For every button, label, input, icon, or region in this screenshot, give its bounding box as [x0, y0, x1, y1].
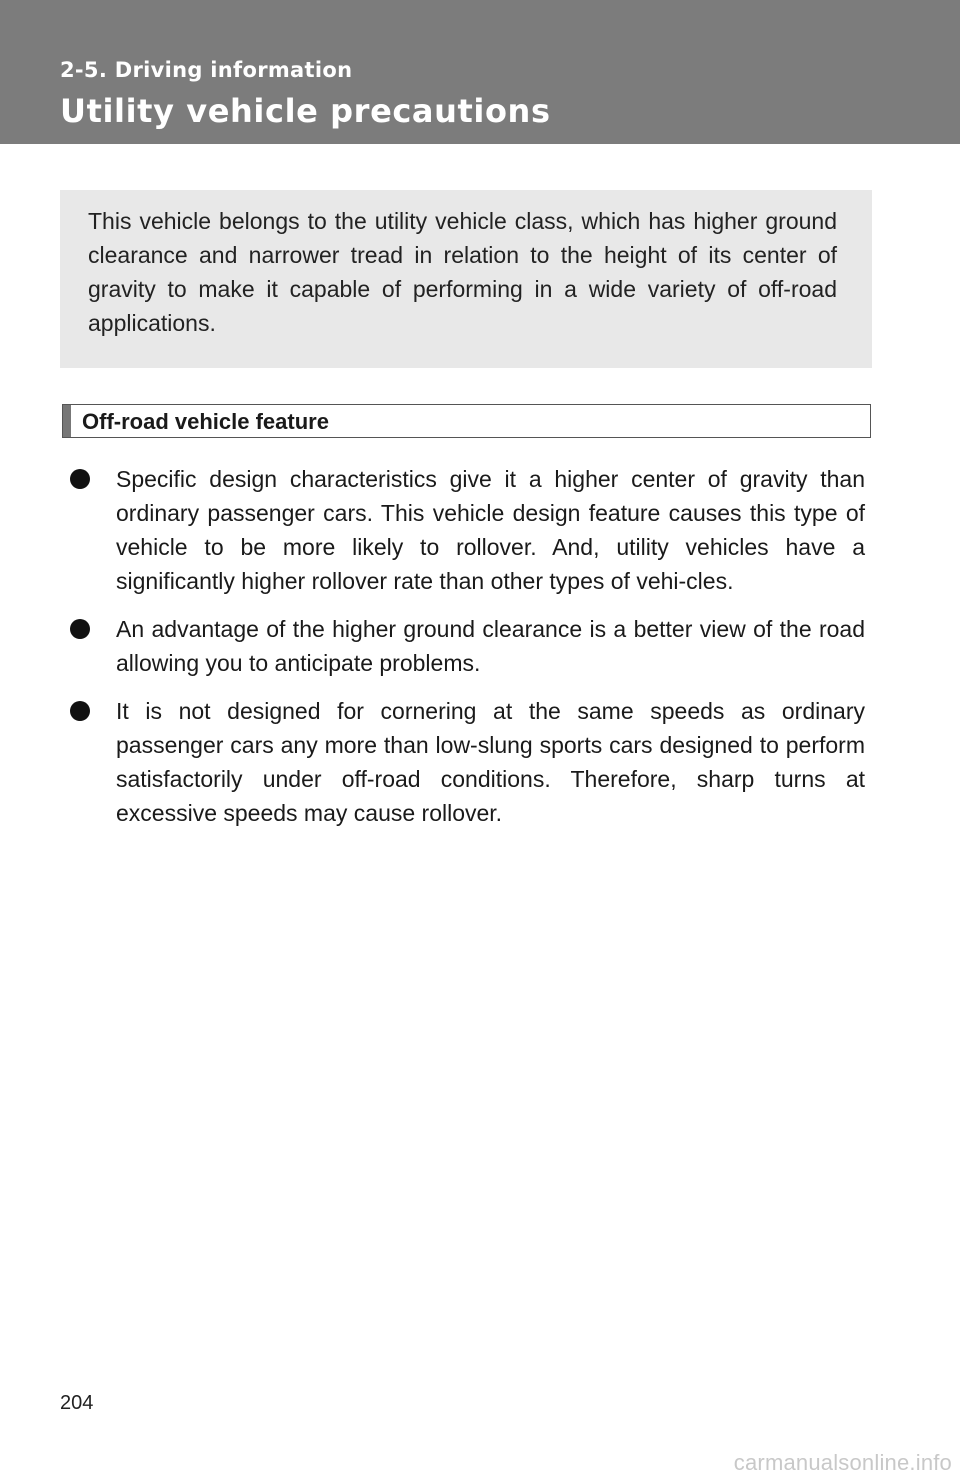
section-label: 2-5. Driving information: [60, 58, 353, 82]
bullet-text: Specific design characteristics give it a higher center of gravity than ordinary passenger cars. This vehicle design feature causes this type of vehicle to be more likely to rollover. And, utility vehicles have a significantly higher rollover rate than other types of vehi-cles.: [116, 466, 865, 594]
bullet-dot-icon: [70, 619, 90, 639]
intro-text: This vehicle belongs to the utility vehicle class, which has higher ground clearance and narrower tread in relation to the height of its center of gravity to make it capable of performing in a wide variety of off-road applications.: [88, 208, 837, 336]
bullet-text: It is not designed for cornering at the same speeds as ordinary passenger cars any more than low-slung sports cars designed to perform satisfactorily under off-road conditions. Therefore, sharp turns at excessive speeds may cause rollover.: [116, 698, 865, 826]
intro-box: [60, 190, 872, 368]
subsection-heading: [62, 404, 871, 438]
bullet-text: An advantage of the higher ground clearance is a better view of the road allowing you to anticipate problems.: [116, 616, 865, 676]
bullet-dot-icon: [70, 701, 90, 721]
page-title: Utility vehicle precautions: [60, 92, 551, 130]
bullet-dot-icon: [70, 469, 90, 489]
subsection-heading-bar: [63, 405, 71, 437]
list-item: [68, 462, 865, 598]
page-header: [0, 0, 960, 144]
watermark: carmanualsonline.info: [733, 1450, 952, 1475]
list-item: [68, 612, 865, 680]
subsection-heading-text: Off-road vehicle feature: [82, 409, 329, 434]
page-number: 204: [60, 1392, 94, 1414]
bullet-list: [68, 462, 865, 844]
list-item: [68, 694, 865, 830]
